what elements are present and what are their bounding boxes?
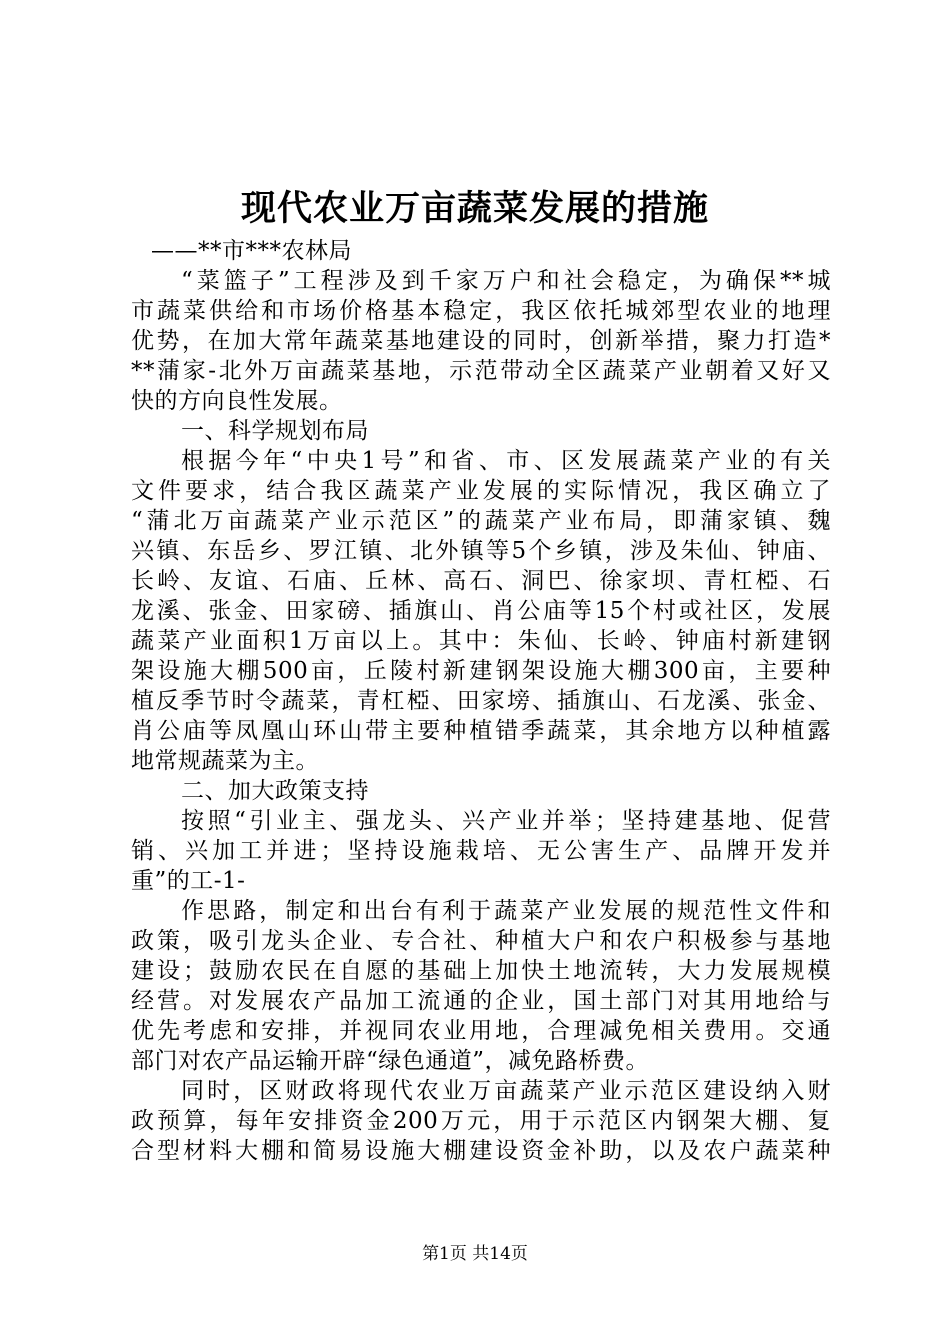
text-line: 政策，吸引龙头企业、专合社、种植大户和农户积极参与基地 (131, 928, 831, 954)
text-line: **蒲家-北外万亩蔬菜基地，示范带动全区蔬菜产业朝着又好又 (131, 358, 831, 384)
text-line: 优势，在加大常年蔬菜基地建设的同时，创新举措，聚力打造* (131, 328, 831, 354)
text-line: 蔬菜产业面积1万亩以上。其中：朱仙、长岭、钟庙村新建钢 (131, 628, 831, 654)
text-line: 销、兴加工并进；坚持设施栽培、无公害生产、品牌开发并 (131, 838, 831, 864)
text-line: 肖公庙等凤凰山环山带主要种植错季蔬菜，其余地方以种植露 (131, 718, 831, 744)
text-line: 合型材料大棚和简易设施大棚建设资金补助，以及农户蔬菜种 (131, 1138, 831, 1164)
text-line: 兴镇、东岳乡、罗江镇、北外镇等5个乡镇，涉及朱仙、钟庙、 (131, 538, 831, 564)
text-line: 重”的工-1- (131, 868, 246, 894)
text-line: 市蔬菜供给和市场价格基本稳定，我区依托城郊型农业的地理 (131, 298, 831, 324)
text-line: 快的方向良性发展。 (131, 388, 343, 414)
page-footer: 第1页 共14页 (422, 1244, 528, 1264)
text-line: 一、科学规划布局 (181, 418, 369, 444)
text-line: “菜篮子”工程涉及到千家万户和社会稳定，为确保**城 (181, 268, 831, 294)
text-line: 二、加大政策支持 (181, 778, 369, 804)
text-line: 部门对农产品运输开辟“绿色通道”，减免路桥费。 (131, 1048, 650, 1074)
text-line: 文件要求，结合我区蔬菜产业发展的实际情况，我区确立了 (131, 478, 831, 504)
document-title: 现代农业万亩蔬菜发展的措施 (240, 188, 709, 229)
text-line: 根据今年“中央1号”和省、市、区发展蔬菜产业的有关 (181, 448, 831, 474)
text-line: 龙溪、张金、田家磅、插旗山、肖公庙等15个村或社区，发展 (131, 598, 831, 624)
text-line: 建设；鼓励农民在自愿的基础上加快土地流转，大力发展规模 (131, 958, 831, 984)
text-line: 优先考虑和安排，并视同农业用地，合理减免相关费用。交通 (131, 1018, 831, 1044)
text-line: 植反季节时令蔬菜，青杠椏、田家塝、插旗山、石龙溪、张金、 (131, 688, 831, 714)
text-line: “蒲北万亩蔬菜产业示范区”的蔬菜产业布局，即蒲家镇、魏 (131, 508, 831, 534)
text-line: 政预算，每年安排资金200万元，用于示范区内钢架大棚、复 (131, 1108, 831, 1134)
text-line: 架设施大棚500亩，丘陵村新建钢架设施大棚300亩，主要种 (131, 658, 831, 684)
text-line: 同时，区财政将现代农业万亩蔬菜产业示范区建设纳入财 (181, 1078, 831, 1104)
document-body (131, 236, 831, 1166)
text-line: 作思路，制定和出台有利于蔬菜产业发展的规范性文件和 (181, 898, 831, 924)
text-line: 经营。对发展农产品加工流通的企业，国土部门对其用地给与 (131, 988, 831, 1014)
text-line: ——**市***农林局 (151, 238, 352, 264)
text-line: 长岭、友谊、石庙、丘林、高石、洞巴、徐家坝、青杠椏、石 (131, 568, 831, 594)
text-line: 地常规蔬菜为主。 (131, 748, 319, 774)
text-line: 按照“引业主、强龙头、兴产业并举；坚持建基地、促营 (181, 808, 831, 834)
